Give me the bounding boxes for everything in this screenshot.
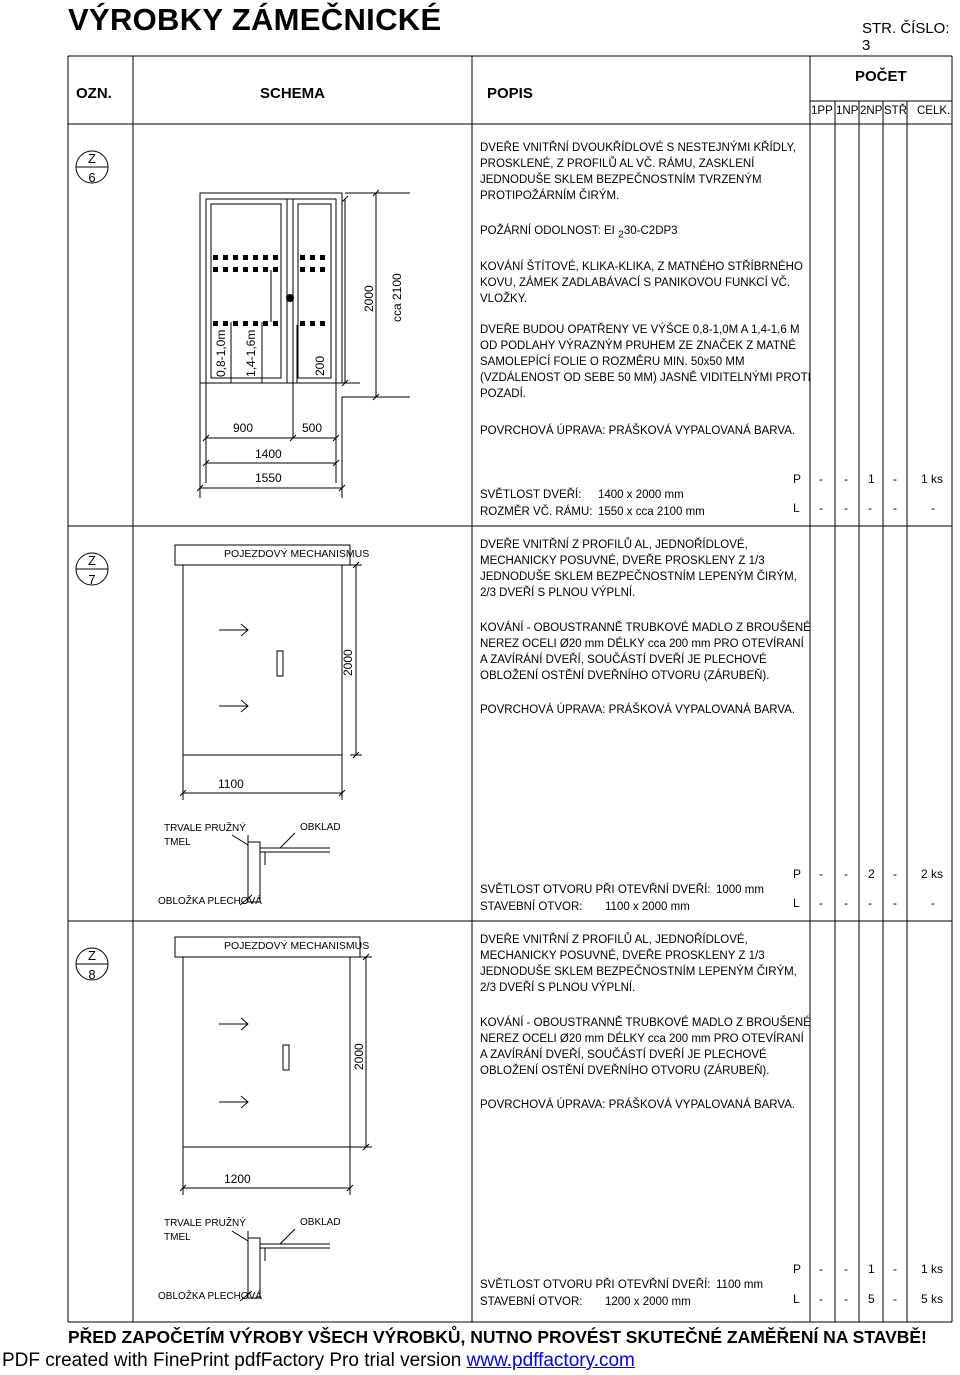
page-title: VÝROBKY ZÁMEČNICKÉ: [68, 2, 442, 37]
count-1pp: -: [819, 1292, 823, 1306]
header-total: CELK.: [917, 105, 951, 117]
fittings-line: A ZAVÍRÁNÍ DVEŘÍ, SOUČÁSTÍ DVEŘÍ JE PLECHOVÉ: [480, 1049, 767, 1061]
count-side-p: P: [793, 1262, 802, 1276]
size-label: ROZMĚR VČ. RÁMU:: [480, 506, 593, 518]
count-str: -: [893, 896, 897, 910]
fittings-line: KOVÁNÍ - OBOUSTRANNĚ TRUBKOVÉ MADLO Z BROUŠENÉ: [480, 622, 811, 634]
size-value: 1550 x cca 2100 mm: [598, 506, 705, 518]
count-1pp: -: [819, 896, 823, 910]
count-total: 2 ks: [921, 867, 944, 881]
dim-threshold: 200: [313, 355, 327, 376]
fittings-line: NEREZ OCELI Ø20 mm DÉLKY cca 200 mm PRO OTEVÍRANÍ: [480, 638, 804, 650]
item-code-number: 7: [88, 572, 96, 587]
size-value: 1000 mm: [716, 884, 764, 896]
count-1pp: -: [819, 1262, 823, 1276]
description-line: DVEŘE VNITŘNÍ Z PROFILŮ AL, JEDNOŘÍDLOVÉ,: [480, 934, 748, 946]
item-description: [480, 932, 797, 996]
count-side-p: P: [793, 472, 802, 486]
count-2np: -: [868, 896, 872, 910]
fittings-line: NEREZ OCELI Ø20 mm DÉLKY cca 200 mm PRO OTEVÍRANÍ: [480, 1033, 804, 1045]
label-sealant: TRVALE PRUŽNÝ: [164, 823, 246, 834]
item-surface: POVRCHOVÁ ÚPRAVA: PRÁŠKOVÁ VYPALOVANÁ BARVA.: [480, 704, 796, 716]
page-number: STR. ČÍSLO: 3: [862, 20, 950, 54]
count-1np: -: [844, 472, 848, 486]
description-line: MECHANICKY POSUVNÉ, DVEŘE PROSKLENY Z 1/3: [480, 950, 765, 962]
size-label: SVĚTLOST DVEŘÍ:: [480, 489, 582, 501]
header-floor-2np: 2NP: [860, 105, 883, 117]
header-ozn: OZN.: [76, 85, 112, 102]
label-mechanism: POJEZDOVÝ MECHANISMUS: [224, 548, 370, 560]
item-surface: POVRCHOVÁ ÚPRAVA: PRÁŠKOVÁ VYPALOVANÁ BARVA.: [480, 1099, 796, 1111]
count-1pp: -: [819, 867, 823, 881]
label-sealant: TMEL: [164, 1232, 191, 1243]
label-lining: OBLOŽKA PLECHOVÁ: [158, 896, 262, 907]
fittings-line: OBLOŽENÍ OSTĚNÍ DVEŘNÍHO OTVORU (ZÁRUBEŇ).: [480, 1065, 770, 1077]
fittings-line: OBLOŽENÍ OSTĚNÍ DVEŘNÍHO OTVORU (ZÁRUBEŇ).: [480, 670, 770, 682]
fittings-line: A ZAVÍRÁNÍ DVEŘÍ, SOUČÁSTÍ DVEŘÍ JE PLECHOVÉ: [480, 654, 767, 666]
header-pocet: POČET: [855, 68, 907, 85]
item-description: [480, 537, 797, 601]
item-fittings: [480, 259, 803, 307]
measurement-warning: PŘED ZAPOČETÍM VÝROBY VŠECH VÝROBKŮ, NUTNO PROVÉST SKUTEČNÉ ZAMĚŘENÍ NA STAVBĚ!: [68, 1327, 927, 1347]
size-value: 1100 mm: [716, 1279, 764, 1291]
count-side-l: L: [793, 896, 800, 910]
description-line: DVEŘE VNITŘNÍ DVOUKŘÍDLOVÉ S NESTEJNÝMI KŘÍDLY,: [480, 142, 796, 154]
description-line: PROTIPOŽÁRNÍM ČIRÝM.: [480, 190, 620, 202]
count-str: -: [893, 1292, 897, 1306]
pdf-notice: [2, 1350, 635, 1372]
size-label: SVĚTLOST OTVORU PŘI OTEVŘNÍ DVEŘÍ:: [480, 1279, 711, 1291]
label-cladding: OBKLAD: [300, 1217, 341, 1228]
description-line: JEDNODUŠE SKLEM BEZPEČNOSTNÍM TVRZENÝM: [480, 174, 762, 186]
count-total: 5 ks: [921, 1292, 944, 1306]
item-code-letter: Z: [88, 948, 96, 963]
item-code-letter: Z: [88, 553, 96, 568]
description-line: PROSKLENÉ, Z PROFILŮ AL VČ. RÁMU, ZASKLENÍ: [480, 158, 755, 170]
header-popis: POPIS: [487, 85, 533, 102]
pdffactory-link[interactable]: www.pdffactory.com: [466, 1350, 635, 1371]
label-lining: OBLOŽKA PLECHOVÁ: [158, 1291, 262, 1302]
count-2np: 2: [868, 867, 875, 881]
description-line: 2/3 DVEŘÍ S PLNOU VÝPLNÍ.: [480, 982, 636, 994]
label-cladding: OBKLAD: [300, 822, 341, 833]
item-fittings: [480, 620, 811, 684]
count-side-l: L: [793, 501, 800, 515]
item-code-letter: Z: [88, 151, 96, 166]
count-1pp: -: [819, 501, 823, 515]
count-str: -: [893, 867, 897, 881]
dim-door-height: 2000: [352, 1043, 366, 1070]
count-total: -: [931, 896, 935, 910]
size-label: SVĚTLOST OTVORU PŘI OTEVŘNÍ DVEŘÍ:: [480, 884, 711, 896]
count-side-l: L: [793, 1292, 800, 1306]
count-2np: 1: [868, 472, 875, 486]
dim-leaf-narrow: 500: [302, 421, 323, 435]
count-2np: -: [868, 501, 872, 515]
fittings-line: KOVÁNÍ - OBOUSTRANNĚ TRUBKOVÉ MADLO Z BROUŠENÉ: [480, 1017, 811, 1029]
item-code-number: 8: [88, 967, 96, 982]
label-sealant: TMEL: [164, 837, 191, 848]
fittings-line: KOVU, ZÁMEK ZADLABÁVACÍ S PANIKOVOU FUNKCÍ VČ.: [480, 277, 791, 289]
count-total: 1 ks: [921, 472, 944, 486]
count-1np: -: [844, 1292, 848, 1306]
size-label: STAVEBNÍ OTVOR:: [480, 901, 583, 913]
count-1np: -: [844, 1262, 848, 1276]
size-value: 1100 x 2000 mm: [605, 901, 690, 913]
size-value: 1400 x 2000 mm: [598, 489, 684, 501]
count-1np: -: [844, 867, 848, 881]
size-value: 1200 x 2000 mm: [605, 1296, 691, 1308]
label-sealant: TRVALE PRUŽNÝ: [164, 1218, 246, 1229]
marking-line: DVEŘE BUDOU OPATŘENY VE VÝŠCE 0,8-1,0M A 1,4-1,6 M: [480, 324, 800, 336]
dim-leaf-wide: 900: [233, 421, 254, 435]
count-1np: -: [844, 501, 848, 515]
description-line: JEDNODUŠE SKLEM BEZPEČNOSTNÍM LEPENÝM ČIRÝM,: [480, 571, 797, 583]
description-line: MECHANICKY POSUVNÉ, DVEŘE PROSKLENY Z 1/3: [480, 555, 765, 567]
marking-line: (VZDÁLENOST OD SEBE 50 MM) JASNĚ VIDITELNÝMI PROTI: [480, 372, 811, 384]
description-line: JEDNODUŠE SKLEM BEZPEČNOSTNÍM LEPENÝM ČIRÝM,: [480, 966, 797, 978]
fittings-line: VLOŽKY.: [480, 293, 528, 305]
item-surface: POVRCHOVÁ ÚPRAVA: PRÁŠKOVÁ VYPALOVANÁ BARVA.: [480, 425, 796, 437]
count-str: -: [893, 1262, 897, 1276]
dim-opening-width: 1200: [224, 1172, 251, 1186]
size-label: STAVEBNÍ OTVOR:: [480, 1296, 583, 1308]
item-code-number: 6: [88, 170, 96, 185]
count-side-p: P: [793, 867, 802, 881]
description-line: DVEŘE VNITŘNÍ Z PROFILŮ AL, JEDNOŘÍDLOVÉ,: [480, 539, 748, 551]
fittings-line: KOVÁNÍ ŠTÍTOVÉ, KLIKA-KLIKA, Z MATNÉHO STŘÍBRNÉHO: [480, 261, 803, 273]
dim-height-high-mark: 1,4-1,6m: [244, 329, 258, 377]
marking-line: OD PODLAHY VÝRAZNÝM PRUHEM ZE ZNAČEK Z MATNÉ: [480, 340, 796, 352]
count-2np: 1: [868, 1262, 875, 1276]
header-floor-1np: 1NP: [836, 105, 859, 117]
fire-resistance: POŽÁRNÍ ODOLNOST: EI $_2$30-C2DP3: [480, 225, 678, 241]
count-str: -: [893, 501, 897, 515]
count-total: -: [931, 501, 935, 515]
count-1np: -: [844, 896, 848, 910]
item-fittings: [480, 1015, 811, 1079]
marking-line: SAMOLEPÍCÍ FOLIE O ROZMĚRU MIN. 50x50 MM: [480, 356, 745, 368]
header-floor-1pp: 1PP: [811, 105, 833, 117]
dim-frame-width: 1550: [255, 471, 282, 485]
count-2np: 5: [868, 1292, 875, 1306]
item-description: [480, 140, 796, 204]
count-total: 1 ks: [921, 1262, 944, 1276]
marking-line: POZADÍ.: [480, 388, 527, 400]
count-1pp: -: [819, 472, 823, 486]
label-mechanism: POJEZDOVÝ MECHANISMUS: [224, 940, 370, 952]
dim-clear-width: 1400: [255, 447, 282, 461]
item-marking: [480, 322, 811, 402]
header-schema: SCHEMA: [260, 85, 326, 102]
dim-height-low-mark: 0,8-1,0m: [214, 329, 228, 377]
dim-door-height: 2000: [362, 285, 376, 312]
dim-frame-height: cca 2100: [390, 273, 404, 322]
dim-door-height: 2000: [341, 649, 355, 676]
dim-opening-width: 1100: [218, 777, 244, 791]
count-str: -: [893, 472, 897, 486]
pdf-notice-text: PDF created with FinePrint pdfFactory Pro trial version: [2, 1350, 462, 1371]
description-line: 2/3 DVEŘÍ S PLNOU VÝPLNÍ.: [480, 587, 636, 599]
header-floor-str: STŘ: [884, 105, 907, 117]
